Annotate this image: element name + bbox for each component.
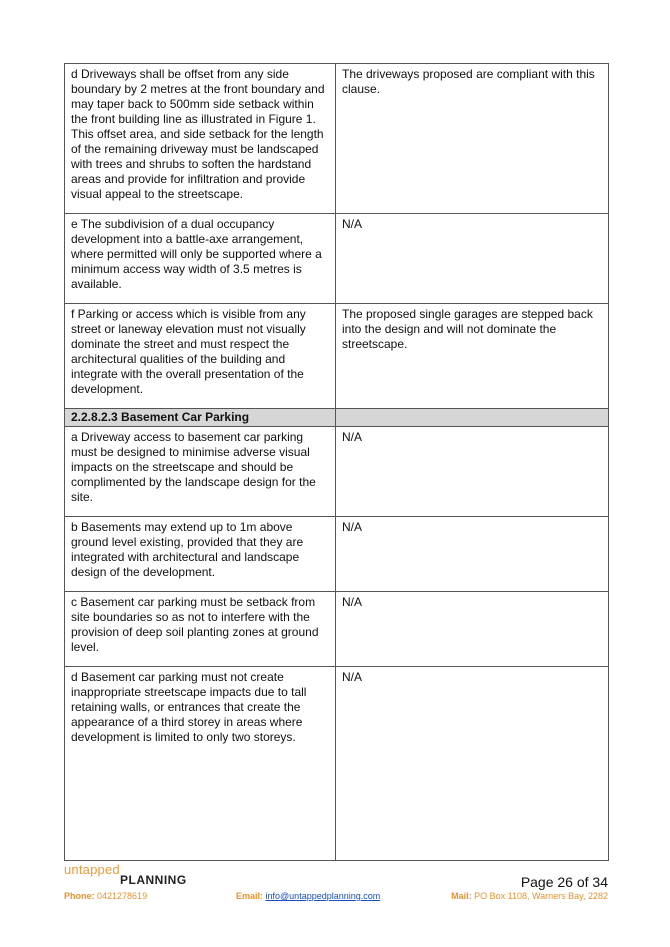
control-text: f Parking or access which is visible from any street or laneway elevation must not visually dominate the street and must respect the architectural qualities of the building and integrate with the overall presentation of the development. [65, 304, 336, 409]
table-row [65, 304, 609, 409]
control-text: d Driveways shall be offset from any side boundary by 2 metres at the front boundary and may taper back to 500mm side setback within the front building line as illustrated in Figure 1. This offset area, and side setback for the length of the remaining driveway must be landscaped with trees and shrubs to soften the hardstand areas and provide for infiltration and provide visual appeal to the streetscape. [65, 64, 336, 214]
compliance-comment: The driveways proposed are compliant with this clause. [336, 64, 609, 214]
table-row [65, 427, 609, 517]
mail-label: Mail: [451, 891, 472, 901]
table-row [65, 592, 609, 667]
compliance-table [64, 63, 609, 861]
table-row [65, 667, 609, 861]
section-heading-blank [336, 409, 609, 427]
page-footer [64, 862, 608, 912]
compliance-comment: N/A [336, 427, 609, 517]
control-text: e The subdivision of a dual occupancy development into a battle-axe arrangement, where permitted will only be supported where a minimum access way width of 3.5 metres is available. [65, 214, 336, 304]
section-heading-row [65, 409, 609, 427]
table-row [65, 517, 609, 592]
mail-contact [451, 891, 608, 901]
control-text: b Basements may extend up to 1m above ground level existing, provided that they are integrated with architectural and landscape design of the development. [65, 517, 336, 592]
table-row [65, 214, 609, 304]
logo-planning-text: PLANNING [120, 873, 187, 887]
compliance-comment: N/A [336, 592, 609, 667]
company-logo [64, 862, 194, 890]
control-text: a Driveway access to basement car parking must be designed to minimise adverse visual impacts on the streetscape and should be complimented by the landscape design for the site. [65, 427, 336, 517]
phone-label: Phone: [64, 891, 95, 901]
email-contact [236, 891, 380, 901]
control-text: d Basement car parking must not create inappropriate streetscape impacts due to tall retaining walls, or entrances that create the appearance of a third storey in areas where development is limited to only two storeys. [65, 667, 336, 861]
logo-untapped-text: untapped [64, 862, 120, 877]
compliance-comment: N/A [336, 667, 609, 861]
compliance-comment: N/A [336, 214, 609, 304]
page-number: Page 26 of 34 [520, 874, 608, 890]
compliance-comment: The proposed single garages are stepped back into the design and will not dominate the streetscape. [336, 304, 609, 409]
compliance-comment: N/A [336, 517, 609, 592]
section-heading: 2.2.8.2.3 Basement Car Parking [65, 409, 336, 427]
mail-address: PO Box 1108, Warners Bay, 2282 [474, 891, 608, 901]
email-label: Email: [236, 891, 264, 901]
phone-number: 0421278619 [97, 891, 148, 901]
table-row [65, 64, 609, 214]
email-link[interactable]: info@untappedplanning.com [265, 891, 381, 901]
control-text: c Basement car parking must be setback from site boundaries so as not to interfere with the provision of deep soil planting zones at ground level. [65, 592, 336, 667]
phone-contact [64, 891, 147, 901]
